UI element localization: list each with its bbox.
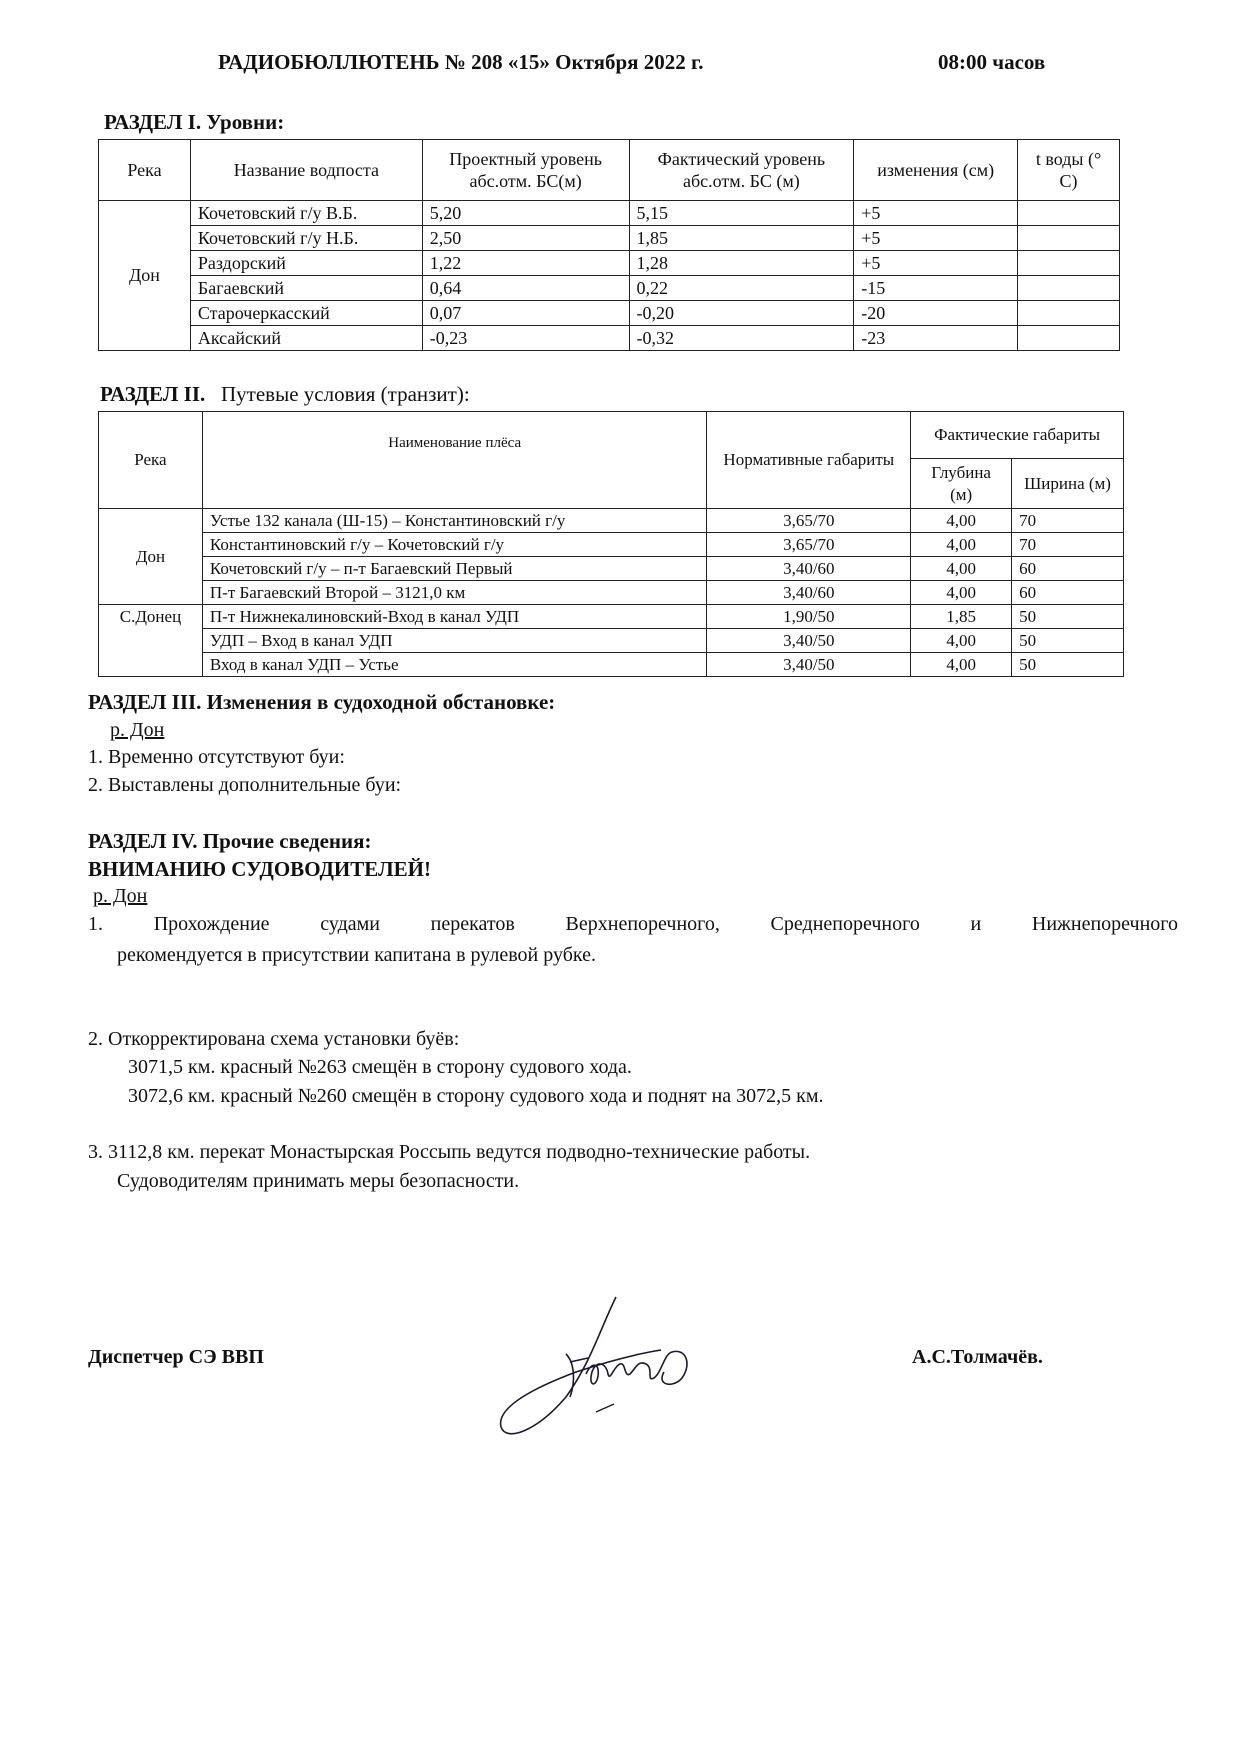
section4-item-3-line-1: 3. 3112,8 км. перекат Монастырская Россыпь ведутся подводно-технические работы. [88,1141,811,1163]
table-row [99,326,1120,351]
table-row [99,276,1120,301]
route-header-river: Река [99,412,203,509]
levels-change: +5 [854,201,1018,226]
route-width: 60 [1012,557,1124,581]
route-norm: 3,40/60 [707,581,911,605]
section4-river: р. Дон [93,885,148,907]
route-width: 70 [1012,533,1124,557]
bulletin-title: РАДИОБЮЛЛЮТЕНЬ № 208 «15» Октября 2022 г. [218,50,704,74]
route-reach: УДП – Вход в канал УДП [202,629,707,653]
route-depth: 4,00 [911,557,1012,581]
levels-header-river: Река [99,140,191,201]
levels-post: Кочетовский г/у Н.Б. [190,226,422,251]
route-width: 50 [1012,605,1124,629]
levels-fact: 1,85 [629,226,854,251]
route-header-depth: Глубина (м) [911,459,1012,509]
levels-temp [1018,301,1120,326]
levels-proj: -0,23 [422,326,629,351]
section4-item-2-line-2: 3071,5 км. красный №263 смещён в сторону судового хода. [128,1056,632,1078]
levels-post: Кочетовский г/у В.Б. [190,201,422,226]
levels-proj: 0,07 [422,301,629,326]
route-width: 60 [1012,581,1124,605]
section4-item-2-line-3: 3072,6 км. красный №260 смещён в сторону судового хода и поднят на 3072,5 км. [128,1085,824,1107]
route-header-fact: Фактические габариты [911,412,1124,459]
route-header-reach: Наименование плёса [202,412,707,509]
route-width: 70 [1012,509,1124,533]
section3-title: РАЗДЕЛ III. Изменения в судоходной обстановке: [88,690,556,714]
section3-item-1: 1. Временно отсутствуют буи: [88,746,345,768]
section4-item-1-line-2: рекомендуется в присутствии капитана в рулевой рубке. [117,944,596,966]
route-norm: 3,40/50 [707,629,911,653]
levels-fact: 1,28 [629,251,854,276]
route-reach: П-т Багаевский Второй – 3121,0 км [202,581,707,605]
levels-header-row [99,140,1120,201]
table-row [99,301,1120,326]
levels-fact: 5,15 [629,201,854,226]
route-norm: 3,65/70 [707,509,911,533]
route-norm: 3,65/70 [707,533,911,557]
levels-change: -15 [854,276,1018,301]
route-width: 50 [1012,653,1124,677]
levels-fact: 0,22 [629,276,854,301]
route-header-width: Ширина (м) [1012,459,1124,509]
table-row [99,201,1120,226]
table-row [99,605,1124,629]
bulletin-time: 08:00 часов [938,50,1046,74]
levels-proj: 1,22 [422,251,629,276]
table-row [99,557,1124,581]
table-row [99,226,1120,251]
levels-temp [1018,251,1120,276]
levels-temp [1018,226,1120,251]
table-row [99,533,1124,557]
levels-proj: 2,50 [422,226,629,251]
route-reach: Константиновский г/у – Кочетовский г/у [202,533,707,557]
route-reach: Кочетовский г/у – п-т Багаевский Первый [202,557,707,581]
section2-title [100,382,470,407]
levels-post: Багаевский [190,276,422,301]
route-river-cell: С.Донец [99,605,203,677]
levels-post: Раздорский [190,251,422,276]
levels-temp [1018,201,1120,226]
section4-title: РАЗДЕЛ IV. Прочие сведения: [88,829,372,853]
route-norm: 3,40/50 [707,653,911,677]
levels-change: -20 [854,301,1018,326]
signature-role: Диспетчер СЭ ВВП [88,1346,264,1368]
levels-header-change: изменения (см) [854,140,1018,201]
route-width: 50 [1012,629,1124,653]
table-row [99,251,1120,276]
route-norm: 3,40/60 [707,557,911,581]
table-row [99,629,1124,653]
section2-title-rest: Путевые условия (транзит): [221,382,470,406]
route-depth: 4,00 [911,629,1012,653]
levels-change: -23 [854,326,1018,351]
attention-heading: ВНИМАНИЮ СУДОВОДИТЕЛЕЙ! [88,857,431,881]
levels-change: +5 [854,226,1018,251]
route-header-norm: Нормативные габариты [707,412,911,509]
route-depth: 1,85 [911,605,1012,629]
bulletin-header [0,50,1240,84]
levels-post: Старочеркасский [190,301,422,326]
route-reach: Устье 132 канала (Ш-15) – Константиновский г/у [202,509,707,533]
route-depth: 4,00 [911,581,1012,605]
levels-header-post: Название водпоста [190,140,422,201]
route-reach: П-т Нижнекалиновский-Вход в канал УДП [202,605,707,629]
levels-river-cell: Дон [99,201,191,351]
section3-river: р. Дон [110,719,165,741]
route-depth: 4,00 [911,533,1012,557]
route-header-row [99,412,1124,459]
route-depth: 4,00 [911,653,1012,677]
signature-name: А.С.Толмачёв. [912,1346,1043,1368]
table-row [99,509,1124,533]
section1-title: РАЗДЕЛ I. Уровни: [104,110,285,134]
levels-header-fact: Фактический уровень абс.отм. БС (м) [629,140,854,201]
levels-fact: -0,32 [629,326,854,351]
table-row [99,653,1124,677]
levels-fact: -0,20 [629,301,854,326]
route-river-cell: Дон [99,509,203,605]
levels-temp [1018,326,1120,351]
levels-change: +5 [854,251,1018,276]
table-row [99,581,1124,605]
section4-item-3-line-2: Судоводителям принимать меры безопасности. [117,1170,520,1192]
levels-proj: 5,20 [422,201,629,226]
levels-temp [1018,276,1120,301]
section4-item-2-line-1: 2. Откорректирована схема установки буёв: [88,1028,460,1050]
section3-item-2: 2. Выставлены дополнительные буи: [88,774,402,796]
section4-item-1-line-1: 1. Прохождение судами перекатов Верхнепоречного, Среднепоречного и Нижнепоречного [88,913,1178,935]
levels-header-proj: Проектный уровень абс.отм. БС(м) [422,140,629,201]
route-reach: Вход в канал УДП – Устье [202,653,707,677]
handwritten-signature-icon [496,1292,726,1452]
route-depth: 4,00 [911,509,1012,533]
section2-title-bold: РАЗДЕЛ II. [100,382,206,406]
route-norm: 1,90/50 [707,605,911,629]
route-table [98,411,1124,677]
levels-header-temp: t воды (° С) [1018,140,1120,201]
levels-post: Аксайский [190,326,422,351]
levels-proj: 0,64 [422,276,629,301]
levels-table [98,139,1120,351]
